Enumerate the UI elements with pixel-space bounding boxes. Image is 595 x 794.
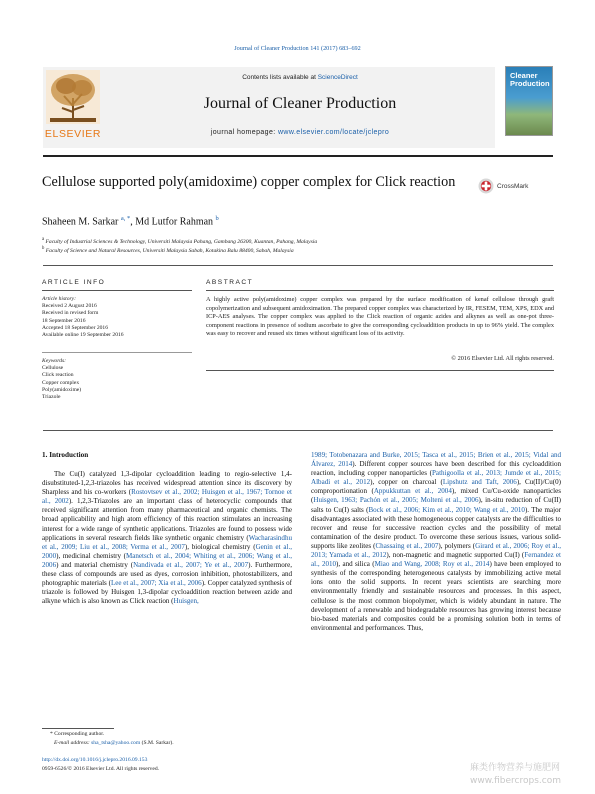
affiliation-text: Faculty of Industrial Sciences & Technology, Universiti Malaysia Pahang, Gambang 26300, Kuantan, Pahang, Malaysia <box>45 238 318 245</box>
citation-link[interactable]: Huisgen, <box>173 597 199 606</box>
section-heading: 1. Introduction <box>42 451 89 459</box>
keyword-item: Triazole <box>42 394 61 401</box>
homepage-link[interactable]: www.elsevier.com/locate/jclepro <box>277 129 390 136</box>
intro-text: ), in-situ reduction of Cu(II) salts to Cu(I) salts ( <box>311 496 561 514</box>
keyword-item: Click reaction <box>42 372 74 379</box>
history-item: Accepted 18 September 2016 <box>42 324 109 331</box>
contents-prefix: Contents lists available at <box>242 74 318 81</box>
header-divider <box>43 155 553 157</box>
history-item: Received 2 August 2016 <box>42 303 97 310</box>
homepage-label: journal homepage: <box>210 129 278 136</box>
citation-link[interactable]: Wacharasindhu et al., 2009; Liu et al., 2008; Verma et al., 2007 <box>42 533 292 551</box>
author-name[interactable]: Md Lutfor Rahman <box>135 216 214 228</box>
affiliation-divider <box>43 265 553 266</box>
cover-title: Cleaner Production <box>510 71 550 88</box>
article-history <box>42 296 192 339</box>
history-label: Article history: <box>42 296 77 302</box>
intro-text: ), Cu(II)/Cu(0) comproportionation ( <box>311 478 561 496</box>
abstract-divider <box>206 290 554 291</box>
watermark-text: 麻类作物营养与施肥网 <box>470 763 561 773</box>
history-item: 18 September 2016 <box>42 317 86 324</box>
crossmark-label[interactable]: CrossMark <box>497 183 529 190</box>
article-info-heading: ARTICLE INFO <box>42 279 106 286</box>
intro-right-column <box>311 451 561 633</box>
watermark-url: www.fibercrops.com <box>470 776 561 786</box>
publisher-name: ELSEVIER <box>44 128 102 140</box>
intro-text: ), medicinal chemistry ( <box>56 551 127 560</box>
keyword-item: Copper complex <box>42 379 80 386</box>
affiliation-text: Faculty of Science and Natural Resources, Universiti Malaysia Sabah, Kotakina Balu 88400, Sabah, Malaysia <box>45 247 294 254</box>
article-info-divider <box>42 290 192 291</box>
author-affiliation-marker[interactable]: a, * <box>120 215 131 222</box>
author-affiliation-marker[interactable]: b <box>215 215 219 222</box>
intro-text: The Cu(I) catalyzed 1,3-dipolar cycloaddition leading to regio-selective 1,4-disubstituted-1,2,3-triazoles has received widespread attention since its discovery by Sharpless and his co-workers ( <box>42 470 292 497</box>
crossmark-icon[interactable] <box>478 178 494 194</box>
intro-text: ). The major disadvantages associated with these homogeneous copper catalysts are the difficulties to recover and reuse for successive reaction cycles and the possibility of metal contamination of the desire product. To overcome these serious issues, various solid-supports like zeolites ( <box>311 505 561 550</box>
author-separator: , <box>130 216 136 228</box>
citation-link[interactable]: 1989; Totobenazara and Burke, 2015; Tasca et al., 2015; Brien et al., 2015; Vidal and Álvarez, 2014 <box>311 451 561 469</box>
citation-link[interactable]: Nandivada et al., 2007; Ye et al., 2007 <box>133 560 249 569</box>
citation-link[interactable]: Pathigoolla et al., 2013; Jumde et al., 2015; Albadi et al., 2012 <box>311 469 561 487</box>
email-label: E-mail address: <box>54 740 92 746</box>
intro-text: ), biological chemistry ( <box>184 542 256 551</box>
citation-link[interactable]: Lee et al., 2007; Xia et al., 2006 <box>110 579 202 588</box>
intro-text: ). Different copper sources have been described for this cycloaddition reaction, including copper nanoparticles ( <box>311 460 561 478</box>
citation-link[interactable]: Huisgen, 1963; Pachón et al., 2005; Molteni et al., 2006 <box>313 496 479 505</box>
citation-link[interactable]: Manetsch et al., 2004; Whiting et al., 2006; Wang et al., 2006 <box>42 551 292 569</box>
abstract-copyright: © 2016 Elsevier Ltd. All rights reserved. <box>451 355 554 362</box>
doi-line <box>42 757 147 763</box>
doi-link[interactable]: http://dx.doi.org/10.1016/j.jclepro.2016.09.153 <box>42 757 148 763</box>
citation-link[interactable]: Appukkuttan et al., 2004 <box>373 487 452 496</box>
keywords <box>42 358 192 401</box>
journal-homepage <box>110 129 490 136</box>
intro-text: ), and silica ( <box>336 560 375 569</box>
citation-link[interactable]: Fernandez et al., 2010 <box>311 551 561 569</box>
email-note <box>54 740 174 746</box>
intro-text: ). Copper catalyzed synthesis of triazole is followed by Huisgen 1,3-dipolar cycloaddition reaction between azide and alkyne which is also known as Click reaction ( <box>42 579 293 606</box>
corresponding-author-note: * Corresponding author. <box>50 731 105 737</box>
history-item: Available online 19 September 2016 <box>42 332 124 339</box>
author-name[interactable]: Shaheen M. Sarkar <box>42 216 119 228</box>
keyword-item: Cellulose <box>42 365 64 372</box>
affiliation-marker: a <box>42 237 45 242</box>
contents-availability <box>110 74 490 81</box>
article-title: Cellulose supported poly(amidoxime) copper complex for Click reaction <box>42 174 456 190</box>
citation-link[interactable]: Chassaing et al., 2007 <box>375 541 439 550</box>
journal-reference[interactable]: Journal of Cleaner Production 141 (2017) 683–692 <box>234 45 361 52</box>
journal-title: Journal of Cleaner Production <box>203 95 397 112</box>
citation-link[interactable]: Genin et al., 2000 <box>42 542 292 560</box>
citation-link[interactable]: Rostovtsev et al., 2002; Huisgen et al., 1967; Tornoe et al., 2002 <box>42 488 292 506</box>
sciencedirect-link[interactable]: ScienceDirect <box>317 74 358 81</box>
email-suffix: (S.M. Sarkar). <box>140 740 174 746</box>
abstract-bottom-divider <box>206 370 554 371</box>
intro-text: ) and material chemistry ( <box>56 560 134 569</box>
keywords-divider <box>42 352 192 353</box>
email-link[interactable]: sha_tsha@yahoo.com <box>91 740 141 746</box>
intro-text: ), polymers ( <box>438 541 476 550</box>
intro-paragraph <box>42 470 292 606</box>
issn-line: 0959-6526/© 2016 Elsevier Ltd. All rights reserved. <box>42 766 160 772</box>
intro-text: ). Furthermore, these class of compounds are used as dyes, corrosion inhibition, photostabilizers, and photographic materials ( <box>42 560 293 588</box>
citation-link[interactable]: Lipshutz and Taft, 2006 <box>442 478 517 487</box>
keywords-label: Keywords: <box>42 358 67 364</box>
intro-text: ), mixed Cu/Cu-oxide nanoparticles ( <box>311 487 562 505</box>
citation-link[interactable]: Bock et al., 2006; Kim et al., 2010; Wang et al., 2010 <box>368 505 525 514</box>
citation-link[interactable]: Girard et al., 2006; Roy et al., 2013; Yamada et al., 2012 <box>311 541 562 560</box>
footnote-divider <box>42 728 114 729</box>
intro-text: ) have been employed to synthesis of the corresponding heterogeneous catalysts by immobilizing active metal ions onto the solid supports. In recent years scientists are searching more environmentally friendly and sustainable resources and processes. In this aspect, cellulose is the most common biopolymer, which is widely abundant in nature. The development of a renewable and biodegradable resources has growing interest because bio-based materials and composites could be a promising solution both in terms of environmental and performances. Thus, <box>311 560 561 632</box>
intro-text: ). 1,2,3-Triazoles are an important class of heterocyclic compounds that received significant attention from many pharmaceutical and organic chemists. The broad applicability and high atom efficiency of this reaction stimulates an increasing interest for a wide range of synthetic applications. Triazoles are found to possess wide applications in several research fields like synthetic organic chemistry ( <box>42 497 292 542</box>
intro-left-column <box>42 470 292 606</box>
history-item: Received in revised form <box>42 310 99 317</box>
abstract-body: A highly active poly(amidoxime) copper complex was prepared by the surface modification of kenaf cellulose through graft copolymerization and subsequent amidoximation. The prepared copper complex was characterized by IR, FESEM, TEM, XPS, EDX and ICP-AES analyses. The copper complex was applied to the Click reaction of organic azides and alkynes as well as one-pot three-component reactions in presence of sodium ascorbate to give the corresponding cycloaddition products in up to 96% yield. The complex was easy to recover and reused six times without significant loss of its activity. <box>206 296 554 337</box>
affiliation-marker: b <box>42 246 45 251</box>
intro-paragraph <box>311 451 561 633</box>
keyword-item: Poly(amidoxime) <box>42 386 82 393</box>
abstract-heading: ABSTRACT <box>206 279 254 286</box>
intro-text: ), non-magnetic and magnetic supported Cu(I) ( <box>386 551 525 560</box>
citation-link[interactable]: Miao and Wang, 2008; Roy et al., 2014 <box>374 560 490 569</box>
affiliation-b <box>42 246 294 254</box>
body-divider <box>43 430 553 431</box>
affiliation-a <box>42 237 317 245</box>
author-list <box>42 215 219 227</box>
intro-text: ), copper on charcoal ( <box>370 478 443 487</box>
